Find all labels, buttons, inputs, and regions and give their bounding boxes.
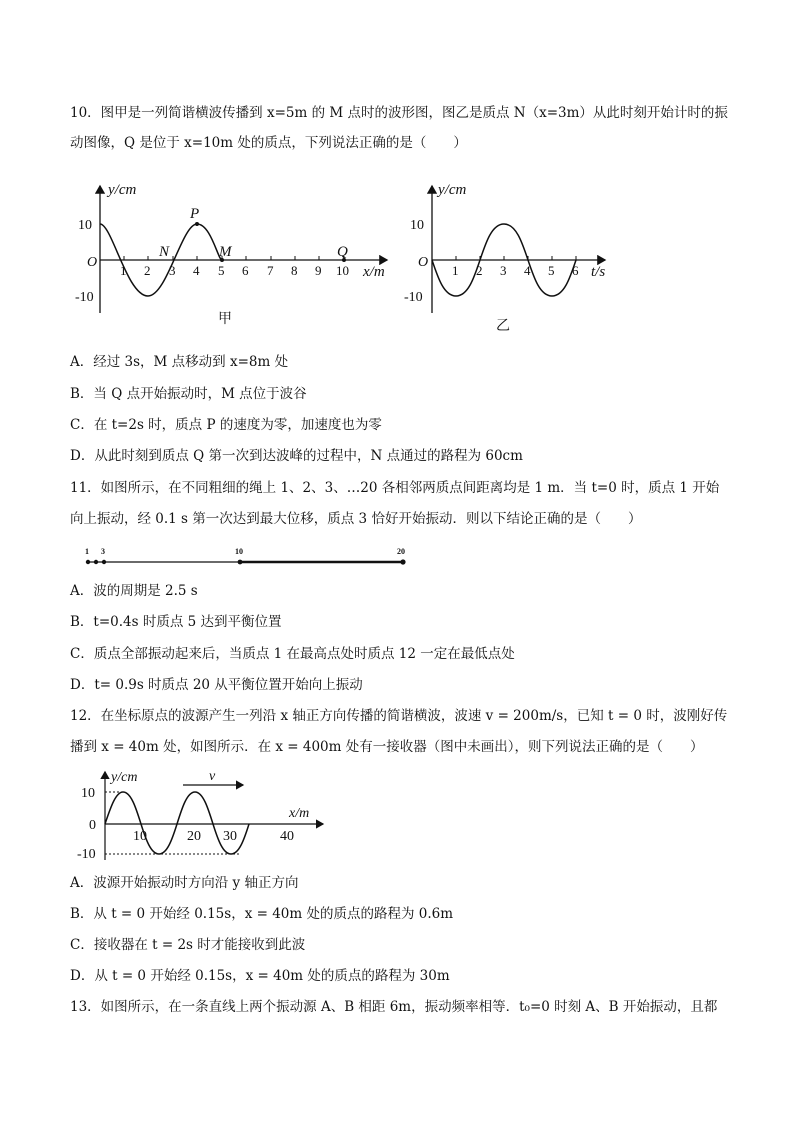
x-axis-label: x/m <box>363 264 385 280</box>
x-tick-5: 5 <box>218 263 225 278</box>
x-tick-1: 1 <box>120 263 127 278</box>
particle-3 <box>102 560 106 564</box>
label-Q: Q <box>337 244 348 260</box>
x-tick-3: 3 <box>169 263 176 278</box>
q12-option-b: B．从 t = 0 开始经 0.15s，x = 40m 处的质点的路程为 0.6m <box>70 906 454 922</box>
q11-option-a: A．波的周期是 2.5 s <box>70 583 198 599</box>
x-axis-label: x/m <box>289 806 310 821</box>
q11-option-c: C．质点全部振动起来后，当质点 1 在最高点处时质点 12 一定在最低点处 <box>70 646 515 662</box>
t-tick-3: 3 <box>500 263 507 278</box>
q10-figure-yi <box>400 178 620 338</box>
q12-option-c: C．接收器在 t = 2s 时才能接收到此波 <box>70 937 306 953</box>
q12-stem-line2: 播到 x = 40m 处，如图所示．在 x = 400m 处有一接收器（图中未画出），则下列说法正确的是（ ） <box>70 739 704 755</box>
point-P <box>195 222 199 226</box>
origin-label: O <box>87 255 98 270</box>
particle-10 <box>238 560 243 565</box>
q12-wave-figure <box>75 768 335 864</box>
particle-1 <box>86 560 90 564</box>
velocity-label: v <box>209 769 216 784</box>
t-tick-6: 6 <box>572 263 579 278</box>
x-tick-10: 10 <box>336 263 349 278</box>
y-axis-label: y/cm <box>111 770 138 785</box>
x-tick-10: 10 <box>133 829 147 844</box>
q11-stem-line1: 11．如图所示，在不同粗细的绳上 1、2、3、…20 各相邻两质点间距离均是 1 m．当 t=0 时，质点 1 开始 <box>70 480 720 496</box>
label-3: 3 <box>101 547 105 556</box>
q11-option-d: D．t= 0.9s 时质点 20 从平衡位置开始向上振动 <box>70 677 363 693</box>
q10-stem-line1: 10．图甲是一列简谐横波传播到 x=5m 的 M 点时的波形图，图乙是质点 N（x=3m）从此时刻开始计时的振 <box>70 105 728 121</box>
t-tick-1: 1 <box>452 263 459 278</box>
y-tick-10: 10 <box>410 218 424 233</box>
x-tick-8: 8 <box>291 263 298 278</box>
label-1: 1 <box>85 547 89 556</box>
label-N: N <box>159 244 170 260</box>
x-tick-4: 4 <box>193 263 200 278</box>
y-tick-10: 10 <box>78 218 92 233</box>
label-10: 10 <box>235 547 243 556</box>
x-tick-7: 7 <box>267 263 274 278</box>
x-tick-2: 2 <box>144 263 151 278</box>
wave-curve <box>105 792 249 854</box>
label-M: M <box>219 244 232 260</box>
q10-stem-line2: 动图像，Q 是位于 x=10m 处的质点，下列说法正确的是（ ） <box>70 135 467 151</box>
y-axis-label: y/cm <box>438 182 467 198</box>
caption-jia: 甲 <box>218 312 232 327</box>
origin-label: 0 <box>89 818 96 833</box>
label-P: P <box>190 206 200 222</box>
q10-figure-jia <box>75 178 395 338</box>
t-tick-2: 2 <box>476 263 483 278</box>
y-tick-neg10: -10 <box>75 290 94 305</box>
q12-option-a: A．波源开始振动时方向沿 y 轴正方向 <box>70 875 299 891</box>
x-tick-9: 9 <box>315 263 322 278</box>
q13-stem-line1: 13．如图所示，在一条直线上两个振动源 A、B 相距 6m，振动频率相等．t₀=0 时刻 A、B 开始振动，且都 <box>70 999 718 1015</box>
q10-option-b: B．当 Q 点开始振动时，M 点位于波谷 <box>70 386 307 402</box>
y-tick-neg10: -10 <box>404 290 423 305</box>
t-tick-5: 5 <box>548 263 555 278</box>
y-tick-10: 10 <box>81 786 95 801</box>
t-tick-4: 4 <box>524 263 531 278</box>
q12-option-d: D．从 t = 0 开始经 0.15s，x = 40m 处的质点的路程为 30m <box>70 968 450 984</box>
q10-option-a: A．经过 3s，M 点移动到 x=8m 处 <box>70 354 289 370</box>
q10-option-c: C．在 t=2s 时，质点 P 的速度为零，加速度也为零 <box>70 417 382 433</box>
q12-stem-line1: 12．在坐标原点的波源产生一列沿 x 轴正方向传播的简谐横波，波速 v = 200m/s，已知 t = 0 时，波刚好传 <box>70 708 728 724</box>
x-tick-6: 6 <box>242 263 249 278</box>
particle-20 <box>400 559 405 564</box>
t-axis-label: t/s <box>591 264 606 280</box>
y-tick-neg10: -10 <box>77 847 96 862</box>
x-tick-20: 20 <box>187 829 201 844</box>
x-tick-30: 30 <box>223 829 237 844</box>
x-tick-40: 40 <box>280 829 294 844</box>
q11-stem-line2: 向上振动，经 0.1 s 第一次达到最大位移，质点 3 恰好开始振动．则以下结论正确的是（ ） <box>70 511 642 527</box>
q10-option-d: D．从此时刻到质点 Q 第一次到达波峰的过程中，N 点通过的路程为 60cm <box>70 448 523 464</box>
particle-2 <box>94 560 98 564</box>
q11-option-b: B．t=0.4s 时质点 5 达到平衡位置 <box>70 614 282 630</box>
origin-label: O <box>418 255 429 270</box>
label-20: 20 <box>397 547 405 556</box>
q11-rope-figure <box>80 545 420 575</box>
caption-yi: 乙 <box>496 319 510 334</box>
y-axis-label: y/cm <box>108 182 137 198</box>
